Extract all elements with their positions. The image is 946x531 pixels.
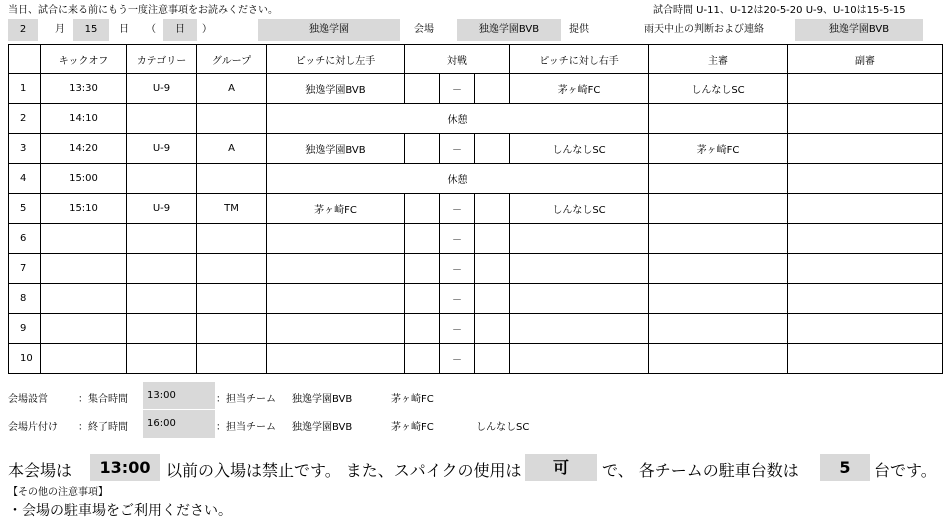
header-assistant: 副審 — [788, 45, 943, 74]
group-cell — [197, 344, 267, 374]
left-score-cell — [405, 254, 440, 284]
group-cell — [197, 254, 267, 284]
schedule-table — [8, 44, 943, 374]
rules-text-1: 本会場は — [8, 461, 73, 480]
left-score-cell — [405, 344, 440, 374]
venue-label: 会場 — [414, 24, 434, 35]
assistant-cell — [788, 164, 943, 194]
setup-team-2: 茅ヶ崎FC — [391, 394, 434, 405]
setup-label: 会場設営 — [8, 394, 48, 405]
right-team-cell: 茅ヶ崎FC — [510, 74, 649, 104]
left-score-cell — [405, 284, 440, 314]
table-row — [9, 284, 943, 314]
category-cell — [127, 344, 197, 374]
spikes-box: 可 — [525, 454, 597, 481]
vs-cell: － — [440, 344, 475, 374]
table-row — [9, 254, 943, 284]
category-cell: U-9 — [127, 74, 197, 104]
setup-time-label: ：集合時間 — [78, 394, 128, 405]
right-team-cell — [510, 224, 649, 254]
weekday-value: 日 — [163, 19, 197, 41]
assistant-cell — [788, 74, 943, 104]
row-no: 7 — [9, 254, 41, 284]
month-label: 月 — [55, 24, 65, 35]
day-label: 日 — [119, 24, 129, 35]
assistant-cell — [788, 194, 943, 224]
other-notes-heading: 【その他の注意事項】 — [8, 487, 108, 498]
left-score-cell — [405, 134, 440, 164]
category-cell — [127, 224, 197, 254]
kickoff-cell: 15:10 — [41, 194, 127, 224]
kickoff-cell: 14:10 — [41, 104, 127, 134]
kickoff-cell — [41, 284, 127, 314]
assistant-cell — [788, 284, 943, 314]
table-row — [9, 104, 943, 134]
table-row — [9, 194, 943, 224]
setup-time: 13:00 — [143, 382, 215, 409]
row-no: 4 — [9, 164, 41, 194]
group-cell: A — [197, 134, 267, 164]
rules-text-4: 台です。 — [874, 461, 937, 480]
left-score-cell — [405, 194, 440, 224]
notice-top: 当日、試合に来る前にもう一度注意事項をお読みください。 — [8, 5, 278, 16]
row-no: 6 — [9, 224, 41, 254]
category-cell: U-9 — [127, 134, 197, 164]
provider-label: 提供 — [569, 24, 589, 35]
rules-text-3: で、 各チームの駐車台数は — [602, 461, 799, 480]
referee-cell — [649, 224, 788, 254]
referee-cell: しんなしSC — [649, 74, 788, 104]
referee-cell — [649, 344, 788, 374]
kickoff-cell — [41, 254, 127, 284]
cleanup-team-label: ：担当チーム — [216, 422, 276, 433]
rules-text-2: 以前の入場は禁止です。 また、スパイクの使用は — [166, 461, 522, 480]
right-score-cell — [475, 74, 510, 104]
left-score-cell — [405, 314, 440, 344]
assistant-cell — [788, 104, 943, 134]
assistant-cell — [788, 254, 943, 284]
table-row — [9, 74, 943, 104]
referee-cell — [649, 314, 788, 344]
header-category: カテゴリー — [127, 45, 197, 74]
left-score-cell — [405, 74, 440, 104]
row-no: 10 — [9, 344, 41, 374]
header-left-team: ピッチに対し左手 — [267, 45, 405, 74]
day-value: 15 — [73, 19, 109, 41]
right-team-cell: しんなしSC — [510, 194, 649, 224]
cleanup-team-1: 独逸学園BVB — [292, 422, 353, 433]
vs-cell: － — [440, 284, 475, 314]
vs-cell: － — [440, 74, 475, 104]
left-team-cell — [267, 314, 405, 344]
header-group: グループ — [197, 45, 267, 74]
category-cell — [127, 314, 197, 344]
setup-team-label: ：担当チーム — [216, 394, 276, 405]
assistant-cell — [788, 134, 943, 164]
group-cell — [197, 284, 267, 314]
match-time-note: 試合時間 U-11、U-12は20-5-20 U-9、U-10は15-5-15 — [653, 5, 906, 16]
vs-cell: － — [440, 194, 475, 224]
table-row — [9, 224, 943, 254]
right-team-cell — [510, 254, 649, 284]
kickoff-cell — [41, 314, 127, 344]
right-score-cell — [475, 344, 510, 374]
vs-cell: － — [440, 134, 475, 164]
assistant-cell — [788, 344, 943, 374]
table-row — [9, 164, 943, 194]
right-score-cell — [475, 194, 510, 224]
vs-cell: － — [440, 314, 475, 344]
referee-cell — [649, 164, 788, 194]
venue-value: 独逸学園BVB — [457, 19, 561, 41]
table-row — [9, 134, 943, 164]
kickoff-cell — [41, 224, 127, 254]
cleanup-time-label: ：終了時間 — [78, 422, 128, 433]
entry-time-box: 13:00 — [90, 454, 160, 481]
right-score-cell — [475, 314, 510, 344]
left-team-cell: 茅ヶ崎FC — [267, 194, 405, 224]
header-referee: 主審 — [649, 45, 788, 74]
cleanup-label: 会場片付け — [8, 422, 58, 433]
referee-cell — [649, 104, 788, 134]
table-row — [9, 344, 943, 374]
row-no: 2 — [9, 104, 41, 134]
cleanup-team-3: しんなしSC — [476, 422, 530, 433]
vs-cell: － — [440, 254, 475, 284]
group-cell: TM — [197, 194, 267, 224]
rain-contact: 独逸学園BVB — [795, 19, 923, 41]
parking-box: 5 — [820, 454, 870, 481]
referee-cell — [649, 254, 788, 284]
header-right-team: ピッチに対し右手 — [510, 45, 649, 74]
break-cell: 休憩 — [267, 164, 649, 194]
month-value: 2 — [8, 19, 38, 41]
cleanup-time: 16:00 — [143, 410, 215, 438]
right-score-cell — [475, 134, 510, 164]
right-score-cell — [475, 284, 510, 314]
group-cell — [197, 164, 267, 194]
group-cell: A — [197, 74, 267, 104]
right-team-cell — [510, 344, 649, 374]
right-score-cell — [475, 224, 510, 254]
right-score-cell — [475, 254, 510, 284]
category-cell — [127, 164, 197, 194]
paren-close: ） — [202, 24, 212, 35]
referee-cell — [649, 284, 788, 314]
paren-open: （ — [146, 24, 156, 35]
kickoff-cell: 15:00 — [41, 164, 127, 194]
kickoff-cell: 14:20 — [41, 134, 127, 164]
kickoff-cell: 13:30 — [41, 74, 127, 104]
row-no: 8 — [9, 284, 41, 314]
right-team-cell — [510, 284, 649, 314]
table-header-row — [9, 45, 943, 74]
category-cell — [127, 104, 197, 134]
group-cell — [197, 224, 267, 254]
left-team-cell: 独逸学園BVB — [267, 134, 405, 164]
category-cell — [127, 254, 197, 284]
kickoff-cell — [41, 344, 127, 374]
left-team-cell: 独逸学園BVB — [267, 74, 405, 104]
left-team-cell — [267, 254, 405, 284]
referee-cell — [649, 194, 788, 224]
left-team-cell — [267, 344, 405, 374]
assistant-cell — [788, 224, 943, 254]
header-kickoff: キックオフ — [41, 45, 127, 74]
row-no: 9 — [9, 314, 41, 344]
row-no: 1 — [9, 74, 41, 104]
left-score-cell — [405, 224, 440, 254]
right-team-cell: しんなしSC — [510, 134, 649, 164]
rain-label: 雨天中止の判断および連絡 — [644, 24, 764, 35]
host-value: 独逸学園 — [258, 19, 400, 41]
other-note-1: ・会場の駐車場をご利用ください。 — [8, 503, 232, 519]
category-cell — [127, 284, 197, 314]
left-team-cell — [267, 224, 405, 254]
referee-cell: 茅ヶ崎FC — [649, 134, 788, 164]
group-cell — [197, 104, 267, 134]
row-no: 3 — [9, 134, 41, 164]
break-cell: 休憩 — [267, 104, 649, 134]
row-no: 5 — [9, 194, 41, 224]
category-cell: U-9 — [127, 194, 197, 224]
group-cell — [197, 314, 267, 344]
right-team-cell — [510, 314, 649, 344]
assistant-cell — [788, 314, 943, 344]
setup-team-1: 独逸学園BVB — [292, 394, 353, 405]
header-no — [9, 45, 41, 74]
header-match: 対戦 — [405, 45, 510, 74]
left-team-cell — [267, 284, 405, 314]
table-row — [9, 314, 943, 344]
cleanup-team-2: 茅ヶ崎FC — [391, 422, 434, 433]
vs-cell: － — [440, 224, 475, 254]
